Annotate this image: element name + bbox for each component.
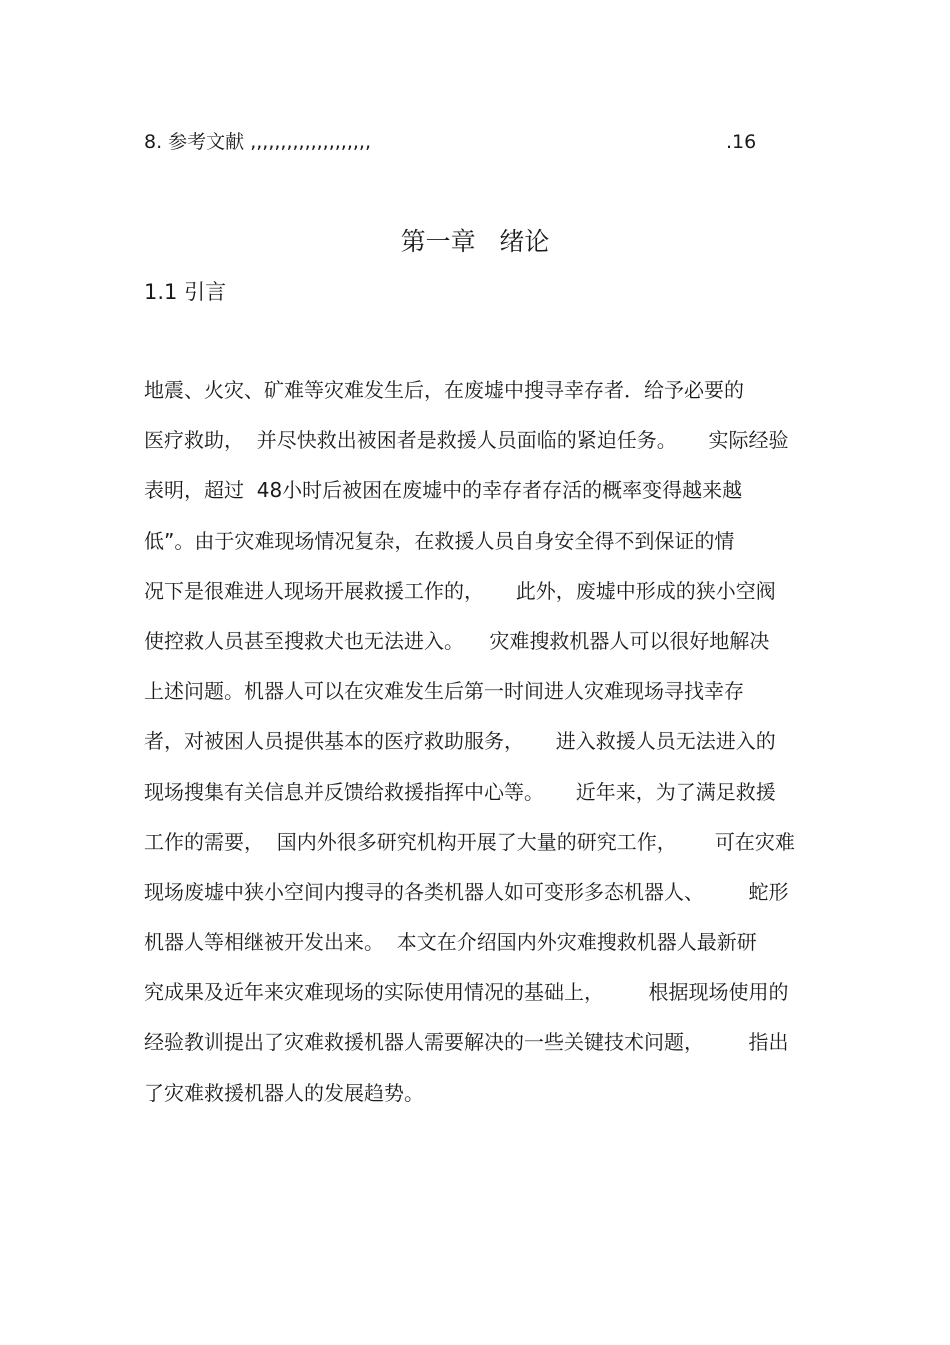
body-text-line: 低”。由于灾难现场情况复杂，在救援人员自身安全得不到保证的情 xyxy=(144,528,735,553)
toc-entry-page-number: .16 xyxy=(726,131,757,153)
toc-entry-label: 8. 参考文献 ,,,,,,,,,,,,,,,,,,,, xyxy=(144,131,371,153)
body-text-line: 工作的需要， 国内外很多研究机构开展了大量的研究工作， 可在灾难 xyxy=(144,829,795,854)
body-text-line: 况下是很难进人现场开展救援工作的， 此外，废墟中形成的狭小空阀 xyxy=(144,578,776,603)
section-heading: 1.1 引言 xyxy=(144,280,227,304)
body-text-line: 现场搜集有关信息并反馈给救援指挥中心等。 近年来，为了满足救援 xyxy=(144,779,776,804)
body-text-line: 表明，超过 48小时后被困在废墟中的幸存者存活的概率变得越来越 xyxy=(144,478,743,503)
body-paragraph xyxy=(144,371,824,1124)
body-text-line: 经验教训提出了灾难救援机器人需要解决的一些关键技术问题， 指出 xyxy=(144,1030,789,1055)
body-text-line: 上述问题。机器人可以在灾难发生后第一时间进人灾难现场寻找幸存 xyxy=(144,679,744,704)
body-text-line: 者，对被困人员提供基本的医疗救助服务， 进入救援人员无法进入的 xyxy=(144,729,776,754)
toc-entry[interactable] xyxy=(144,128,764,156)
body-text-line: 机器人等相继被开发出来。 本文在介绍国内外灾难搜救机器人最新研 xyxy=(144,930,757,955)
body-text-line: 现场废墟中狭小空间内搜寻的各类机器人如可变形多态机器人、 蛇形 xyxy=(144,879,789,904)
body-text-line: 医疗救助， 并尽快救出被困者是救援人员面临的紧迫任务。 实际经验 xyxy=(144,428,789,453)
body-text-line: 使控救人员甚至搜救犬也无法进入。 灾难搜救机器人可以很好地解决 xyxy=(144,628,770,653)
body-text-line: 了灾难救援机器人的发展趋势。 xyxy=(144,1080,424,1105)
chapter-title: 第一章 绪论 xyxy=(400,227,550,256)
body-text-line: 究成果及近年来灾难现场的实际使用情况的基础上， 根据现场使用的 xyxy=(144,980,789,1005)
body-text-line: 地震、火灾、矿难等灾难发生后，在废墟中搜寻幸存者．给予必要的 xyxy=(144,378,744,402)
